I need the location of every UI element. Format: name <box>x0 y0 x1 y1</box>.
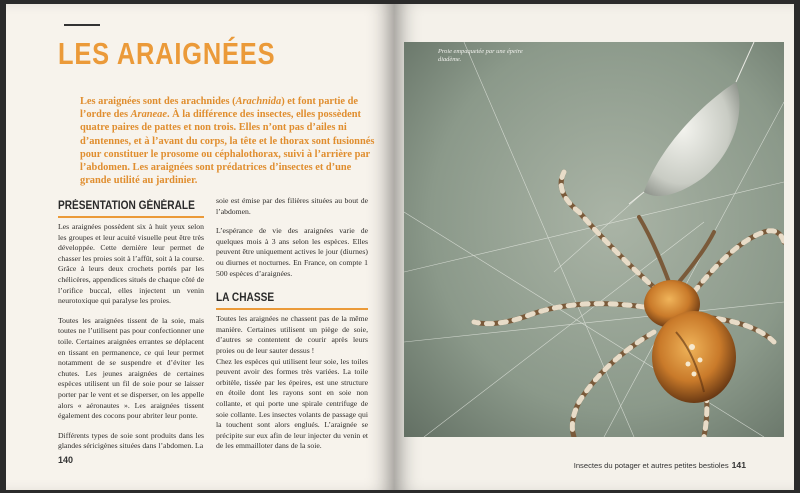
heading-rule <box>216 308 368 310</box>
intro-text-1: Les araignées sont des arachnides ( <box>80 96 236 107</box>
chasse-paragraph-2: Chez les espèces qui utilisent leur soie, les toiles peuvent avoir des formes très variées. La toile orbitèle, tissée par les épeires, est une structure en étoile dont les rayons sont en soie non collante, et qui porte une spirale centrifuge de soie collante. Les insectes volants de passage qui la touchent sont alors englués. L’araignée se précipite sur eux afin de leur injecter du venin et de les emmailloter dans de la soie. <box>216 356 368 451</box>
intro-term-arachnida: Arachnida <box>235 96 282 107</box>
presentation-paragraph-1: Les araignées possèdent six à huit yeux selon les groupes et leur acuité visuelle peut être très développée. Cette dernière leur permet de chasser les proies soit à l’affût, soit à la course. Grâce à leurs deux crochets portés par les chélicères, appendices situés de chaque côté de l’orifice buccal, elles injectent un venin neurotoxique qui paralyse les proies. <box>58 222 204 306</box>
intro-text-3: . À la différence des insectes, elles possèdent quatre paires de pattes et non trois. Elles n’ont pas d’ailes ni d’antennes, et à l’avant du corps, la tête et le thorax sont fusionnés pour constituer le prosome ou céphalothorax, suivi à l’arrière par l’abdomen. Les araignées sont prédatrices d’insectes et d’une grande utilité au jardinier. <box>80 109 375 187</box>
photo-caption: Proie empaquetée par une épeire diadème. <box>438 48 523 64</box>
page-number-left: 140 <box>58 455 74 465</box>
running-footer <box>574 460 746 470</box>
intro-term-araneae: Araneae <box>130 109 167 121</box>
presentation-paragraph-5: L’espérance de vie des araignées varie de quelques mois à 3 ans selon les espèces. Elles peuvent être uniquement actives le jour (diurnes) ou diurnes et nocturnes. En France, on compte 1 500 espèces d’araignées. <box>216 226 368 278</box>
page-title: LES ARAIGNÉES <box>58 36 276 71</box>
heading-rule <box>58 216 204 218</box>
presentation-paragraph-2: Toutes les araignées tissent de la soie, mais toutes ne l’utilisent pas pour confectionner une toile. Certaines araignées errantes se déplacent en tissant en permanence, ce qui leur permet notamment de se suspendre et d’éviter les chutes. Les jeunes araignées de certaines espèces utilisent un fil de soie pour se laisser porter par le vent et se disperser, on les appelle alors « aéronautes ». Les araignées tissent également des cocons pour abriter leur ponte. <box>58 315 204 421</box>
intro-paragraph <box>80 95 376 187</box>
left-page <box>6 4 394 490</box>
presentation-paragraph-3: Différents types de soie sont produits dans les glandes séricigènes situées dans l’abdomen. La <box>58 430 204 451</box>
spider-illustration <box>404 42 784 437</box>
column-left <box>58 196 204 461</box>
section-heading-presentation: PRÉSENTATION GÉNÉRALE <box>58 200 195 212</box>
intro-text-2: ) et font partie de l’ordre des <box>80 96 358 121</box>
spider-photo <box>404 42 784 437</box>
page-number-right: 141 <box>731 460 746 470</box>
top-rule <box>64 24 100 26</box>
presentation-paragraph-4: soie est émise par des filières situées au bout de l’abdomen. <box>216 196 368 216</box>
column-right <box>216 196 368 461</box>
chasse-paragraph-1: Toutes les araignées ne chassent pas de la même manière. Certaines utilisent un piège de soie, d’autres se contentent de courir après leurs proies ou de leur sauter dessus ! <box>216 314 368 355</box>
section-heading-chasse: LA CHASSE <box>216 292 275 305</box>
footer-title: Insectes du potager et autres petites bestioles <box>573 461 729 470</box>
